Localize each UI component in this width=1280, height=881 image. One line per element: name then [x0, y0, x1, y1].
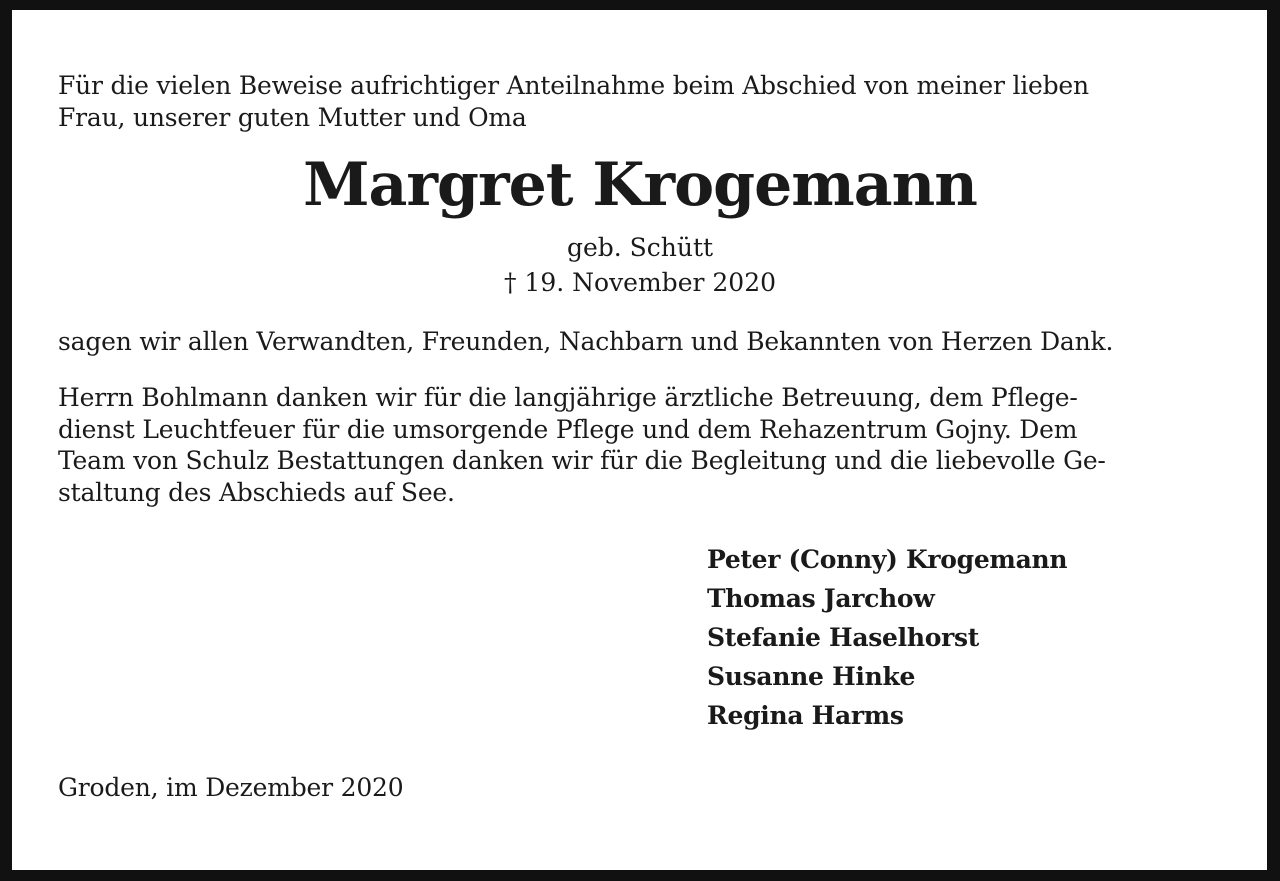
signer-name: Regina Harms	[707, 701, 904, 730]
acknowledgement-paragraph	[58, 382, 1106, 508]
signer-name: Susanne Hinke	[707, 662, 916, 691]
thanks-line: sagen wir allen Verwandten, Freunden, Nachbarn und Bekannten von Herzen Dank.	[58, 327, 1114, 356]
place-date: Groden, im Dezember 2020	[58, 773, 404, 802]
paragraph-line: Team von Schulz Bestattungen danken wir für die Begleitung und die liebevolle Ge-	[58, 446, 1106, 475]
paragraph-line: Herrn Bohlmann danken wir für die langjährige ärztliche Betreuung, dem Pflege-	[58, 383, 1078, 412]
signer-name: Peter (Conny) Krogemann	[707, 545, 1068, 574]
intro-line-2: Frau, unserer guten Mutter und Oma	[58, 103, 527, 132]
paragraph-line: dienst Leuchtfeuer für die umsorgende Pflege und dem Rehazentrum Gojny. Dem	[58, 414, 1078, 444]
signer-name: Thomas Jarchow	[707, 584, 935, 613]
birth-name: geb. Schütt	[566, 233, 714, 262]
paragraph-line: staltung des Abschieds auf See.	[58, 477, 455, 507]
intro-text	[58, 70, 1089, 134]
death-date: † 19. November 2020	[503, 268, 777, 297]
signer-name: Stefanie Haselhorst	[707, 623, 979, 652]
intro-line-1: Für die vielen Beweise aufrichtiger Anteilnahme beim Abschied von meiner lieben	[58, 71, 1089, 100]
signers-list	[707, 540, 1067, 735]
deceased-name: Margret Krogemann	[303, 150, 977, 220]
